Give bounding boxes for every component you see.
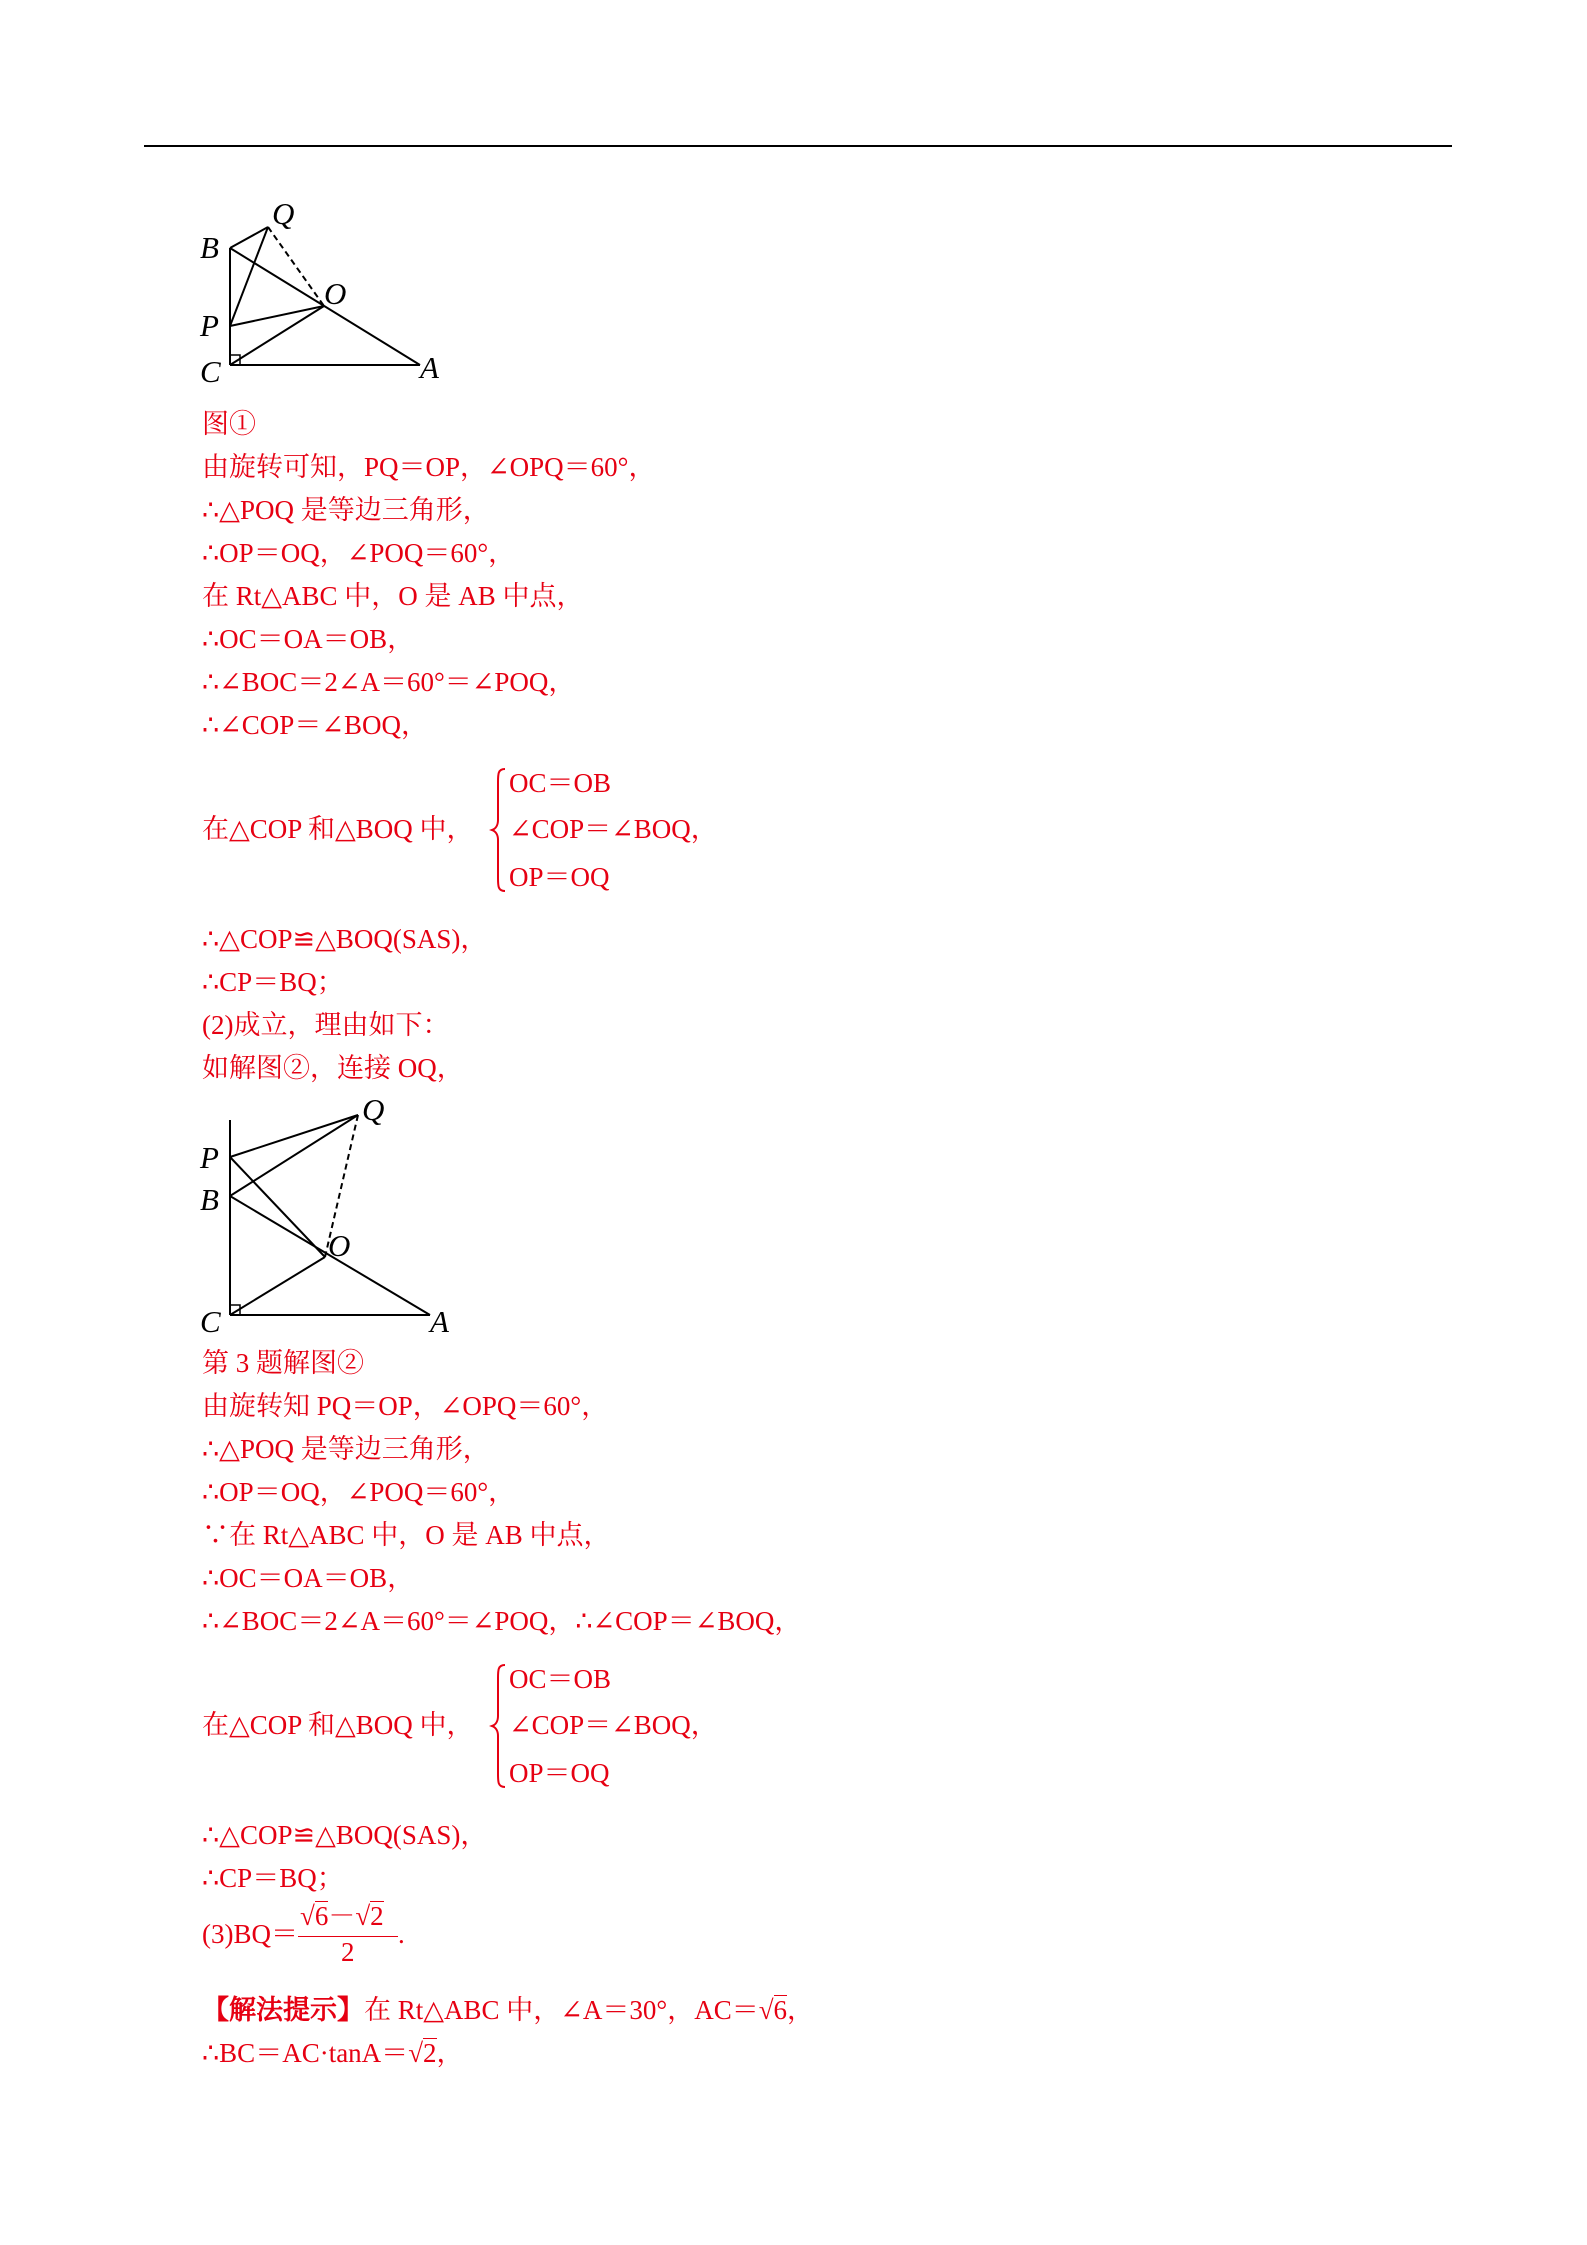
- fraction-numerator: √6－√2: [300, 1901, 384, 1931]
- segment-PQ: [230, 1115, 358, 1157]
- solution-line: ∴△COP≌△BOQ(SAS)，: [202, 924, 488, 954]
- header-rule: [144, 145, 1452, 147]
- segment-QP: [230, 227, 268, 326]
- figure-1-diagram: [190, 196, 460, 390]
- solution-line: ∴OC＝OA＝OB，: [202, 1563, 415, 1593]
- segment-CO: [230, 306, 324, 365]
- segment-QO-dashed: [268, 227, 324, 306]
- label-B: B: [200, 230, 219, 265]
- solution-line: ∴∠BOC＝2∠A＝60°＝∠POQ，: [202, 667, 576, 697]
- system-lead: 在△COP 和△BOQ 中，: [202, 814, 474, 844]
- radicand: 2: [370, 1901, 384, 1931]
- figure-1: [190, 196, 460, 390]
- label-B: B: [200, 1182, 219, 1217]
- solution-line: ∴∠COP＝∠BOQ，: [202, 710, 428, 740]
- label-P: P: [200, 1140, 219, 1175]
- hint-label: 【解法提示】: [202, 1995, 364, 2025]
- hint-text: 在 Rt△ABC 中，∠A＝30°，AC＝: [364, 1995, 759, 2025]
- system-row: OP＝OQ: [509, 862, 610, 892]
- figure-2-caption: 第 3 题解图②: [202, 1348, 364, 1378]
- solution-line: ∴△POQ 是等边三角形，: [202, 1434, 490, 1464]
- segment-BQ: [230, 227, 268, 248]
- radicand: 6: [314, 1901, 329, 1931]
- solution-line: ∴CP＝BQ；: [202, 967, 344, 997]
- fraction-denominator: 2: [341, 1937, 355, 1967]
- radicand: 6: [773, 1995, 788, 2025]
- minus-sign: －: [328, 1901, 356, 1931]
- segment-CO: [230, 1257, 325, 1315]
- label-A: A: [420, 350, 439, 385]
- label-O: O: [328, 1228, 351, 1263]
- label-P: P: [200, 308, 219, 343]
- segment-PO: [230, 1157, 325, 1257]
- last-line-text: ∴BC＝AC·tanA＝: [202, 2038, 409, 2068]
- system-row: OC＝OB: [509, 1664, 612, 1694]
- solution-line: ∵在 Rt△ABC 中，O 是 AB 中点，: [202, 1520, 611, 1550]
- solution-line: (2)成立，理由如下：: [202, 1010, 450, 1040]
- solution-line: 如解图②，连接 OQ，: [202, 1053, 464, 1083]
- label-O: O: [324, 276, 347, 311]
- solution-line: 由旋转知 PQ＝OP，∠OPQ＝60°，: [202, 1391, 609, 1421]
- hint-line: 【解法提示】在 Rt△ABC 中，∠A＝30°，AC＝√6，: [202, 1995, 815, 2025]
- system-row: ∠COP＝∠BOQ，: [509, 814, 718, 844]
- answer-3-prefix: (3)BQ＝: [202, 1919, 298, 1949]
- solution-line: 由旋转可知，PQ＝OP，∠OPQ＝60°，: [202, 452, 656, 482]
- left-brace-icon: [489, 1662, 509, 1790]
- period: .: [398, 1919, 405, 1949]
- solution-line: ∴△POQ 是等边三角形，: [202, 495, 490, 525]
- solution-line: 在 Rt△ABC 中，O 是 AB 中点，: [202, 581, 584, 611]
- radicand: 2: [423, 2038, 437, 2068]
- solution-line: ∴OC＝OA＝OB，: [202, 624, 415, 654]
- left-brace-icon: [489, 766, 509, 894]
- label-C: C: [200, 1304, 221, 1339]
- solution-line: ∴∠BOC＝2∠A＝60°＝∠POQ，∴∠COP＝∠BOQ，: [202, 1606, 802, 1636]
- solution-line: ∴CP＝BQ；: [202, 1863, 344, 1893]
- label-C: C: [200, 354, 221, 389]
- segment-BQ: [230, 1115, 358, 1196]
- system-row: OC＝OB: [509, 768, 612, 798]
- system-row: ∠COP＝∠BOQ，: [509, 1710, 718, 1740]
- solution-line: ∴BC＝AC·tanA＝√2，: [202, 2038, 464, 2068]
- figure-2: [190, 1090, 460, 1340]
- solution-line: ∴OP＝OQ，∠POQ＝60°，: [202, 1477, 516, 1507]
- solution-line: ∴OP＝OQ，∠POQ＝60°，: [202, 538, 516, 568]
- figure-1-caption: 图①: [202, 409, 256, 439]
- label-Q: Q: [272, 196, 295, 231]
- system-row: OP＝OQ: [509, 1758, 610, 1788]
- system-lead: 在△COP 和△BOQ 中，: [202, 1710, 474, 1740]
- comma: ，: [787, 1995, 815, 2025]
- figure-2-diagram: [190, 1090, 460, 1340]
- solution-line: ∴△COP≌△BOQ(SAS)，: [202, 1820, 488, 1850]
- label-Q: Q: [362, 1092, 385, 1127]
- label-A: A: [430, 1304, 449, 1339]
- comma: ，: [436, 2038, 464, 2068]
